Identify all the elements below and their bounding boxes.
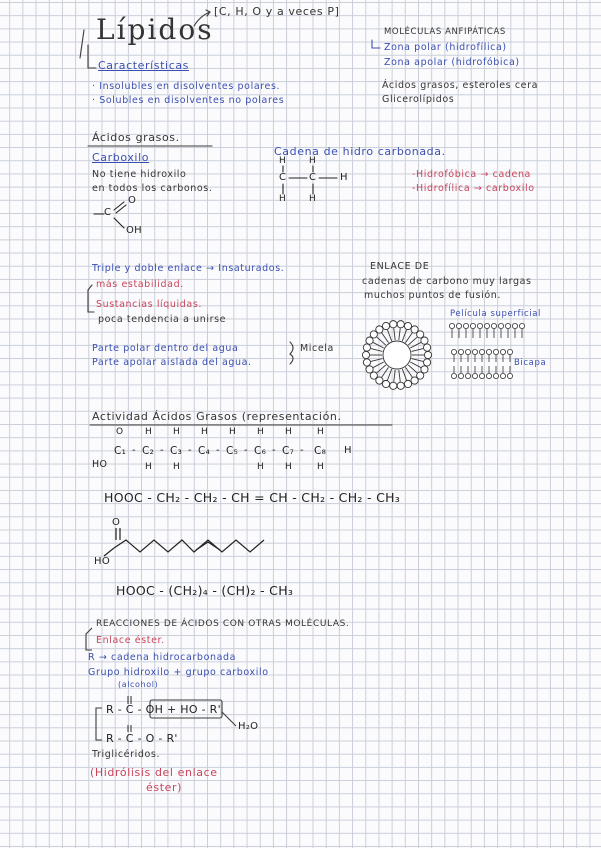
hydrogen-label: H xyxy=(201,427,209,437)
enlace-de-line: muchos puntos de fusión. xyxy=(364,290,501,301)
hidrolisis-line: (Hidrólisis del enlace xyxy=(90,766,218,779)
enlaces-bracket xyxy=(88,285,94,312)
hydrogen-label: H xyxy=(257,427,265,437)
chain-h: H xyxy=(279,194,287,204)
actividad-heading: Actividad Ácidos Grasos (representación. xyxy=(92,410,342,423)
bond-dash: - xyxy=(132,445,136,456)
oxygen-label: O xyxy=(116,427,124,437)
anfipaticas-bracket xyxy=(372,40,380,48)
enlace-de-line: cadenas de carbono muy largas xyxy=(362,276,532,287)
hydrogen-label: H xyxy=(285,427,293,437)
chain-h: H xyxy=(340,172,348,183)
hydrogen-label: H xyxy=(285,462,293,472)
terminal-h: H xyxy=(344,445,352,456)
caracteristicas-bracket xyxy=(88,45,96,68)
composition-note: [C, H, O y a veces P] xyxy=(214,5,340,18)
carbon-label: C₁ xyxy=(114,445,127,457)
anfipaticas-line: Zona polar (hidrofílica) xyxy=(384,42,507,53)
carboxyl-oh: OH xyxy=(126,225,142,236)
bond-dash: - xyxy=(160,445,164,456)
micela-line: Parte apolar aislada del agua. xyxy=(92,357,252,368)
formula-condensed: HOOC - CH₂ - CH₂ - CH = CH - CH₂ - CH₂ - CH₃ xyxy=(104,490,401,505)
hydrogen-label: H xyxy=(145,427,153,437)
bond-dash: - xyxy=(300,445,304,456)
rxn-bracket xyxy=(96,708,102,740)
bicapa-label: Bicapa xyxy=(514,358,547,368)
hydrogen-label: H xyxy=(317,462,325,472)
formula-grouped: HOOC - (CH₂)₄ - (CH)₂ - CH₃ xyxy=(116,583,294,598)
hydrogen-label: H xyxy=(257,462,265,472)
grupo-line: Grupo hidroxilo + grupo carboxilo xyxy=(88,667,269,678)
enlace-de-heading: ENLACE DE xyxy=(370,261,430,272)
reacciones-heading: REACCIONES DE ÁCIDOS CON OTRAS MOLÉCULAS. xyxy=(96,619,350,629)
rxn-water: H₂O xyxy=(238,721,259,732)
bond-dash: - xyxy=(216,445,220,456)
pelicula-label: Película superficial xyxy=(450,309,542,319)
trigliceridos-label: Triglicéridos. xyxy=(92,749,161,760)
caracteristicas-item: · Solubles en disolventes no polares xyxy=(92,95,285,106)
hidrolisis-line: éster) xyxy=(146,781,182,794)
carboxilo-note: No tiene hidroxilo xyxy=(92,169,187,180)
hydrogen-label: H xyxy=(173,462,181,472)
hydrogen-label: H xyxy=(145,462,153,472)
monolayer-drawing xyxy=(449,323,524,338)
chain-h: H xyxy=(309,194,317,204)
title-bracket xyxy=(80,30,84,58)
carbon-label: C₄ xyxy=(198,445,211,457)
carbon-label: C₈ xyxy=(314,445,327,457)
carbon-label: C₂ xyxy=(142,445,155,457)
page-title: Lípidos xyxy=(96,13,214,46)
chain-c: C xyxy=(279,172,287,183)
chain-h: H xyxy=(309,156,317,166)
rxn-top: R - C - OH + HO - R' xyxy=(106,703,221,716)
acidos-grasos-heading: Ácidos grasos. xyxy=(92,131,180,144)
enlaces-line: Triple y doble enlace → Insaturados. xyxy=(92,263,285,274)
anfipaticas-example: Ácidos grasos, esteroles cera xyxy=(382,80,539,91)
skeletal-o-label: O xyxy=(112,517,121,528)
carboxilo-note: en todos los carbonos. xyxy=(92,183,213,194)
anfipaticas-line: Zona apolar (hidrofóbica) xyxy=(384,57,520,68)
alcohol-note: (alcohol) xyxy=(118,680,159,689)
carbon-label: C₃ xyxy=(170,445,183,457)
carboxyl-o: O xyxy=(128,195,137,206)
carbon-label: C₅ xyxy=(226,445,239,457)
chain-c: C xyxy=(309,172,317,183)
carboxyl-c: C xyxy=(104,207,112,218)
enlaces-line: más estabilidad. xyxy=(96,279,184,290)
enlaces-line: Sustancias líquidas. xyxy=(96,299,203,310)
chain-h: H xyxy=(279,156,287,166)
anfipaticas-heading: MOLÉCULAS ANFIPÁTICAS xyxy=(384,27,506,37)
bond-dash: - xyxy=(188,445,192,456)
reacciones-bracket xyxy=(86,628,92,650)
bond-dash: - xyxy=(272,445,276,456)
r-line: R → cadena hidrocarbonada xyxy=(88,652,237,663)
ho-label: HO xyxy=(92,459,108,470)
skeletal-formula xyxy=(104,528,264,556)
carbon-label: C₇ xyxy=(282,445,295,457)
chain-heading: Cadena de hidro carbonada. xyxy=(274,145,446,158)
bond-dash: - xyxy=(244,445,248,456)
rxn-bottom: R - C - O - R' xyxy=(106,732,178,745)
chain-note: -Hidrofóbica → cadena xyxy=(412,169,531,180)
carbon-label: C₆ xyxy=(254,445,267,457)
hydrogen-label: H xyxy=(173,427,181,437)
caracteristicas-heading: Características xyxy=(98,59,190,72)
chain-note: -Hidrofílica → carboxilo xyxy=(412,183,535,194)
hydrogen-label: H xyxy=(317,427,325,437)
micela-line: Parte polar dentro del agua xyxy=(92,343,239,354)
carboxilo-label: Carboxilo xyxy=(92,151,150,164)
hydrogen-label: H xyxy=(229,427,237,437)
micelle-drawing xyxy=(362,321,431,390)
caracteristicas-item: · Insolubles en disolventes polares. xyxy=(92,81,281,92)
water-arrow xyxy=(222,712,236,726)
micela-bracket xyxy=(290,342,293,364)
anfipaticas-example: Glicerolípidos xyxy=(382,94,455,105)
enlaces-line: poca tendencia a unirse xyxy=(98,314,227,325)
bilayer-drawing xyxy=(451,349,512,378)
skeletal-ho-label: HO xyxy=(94,556,110,567)
enlace-ester: Enlace éster. xyxy=(96,635,165,646)
micela-label: Micela xyxy=(300,343,334,354)
